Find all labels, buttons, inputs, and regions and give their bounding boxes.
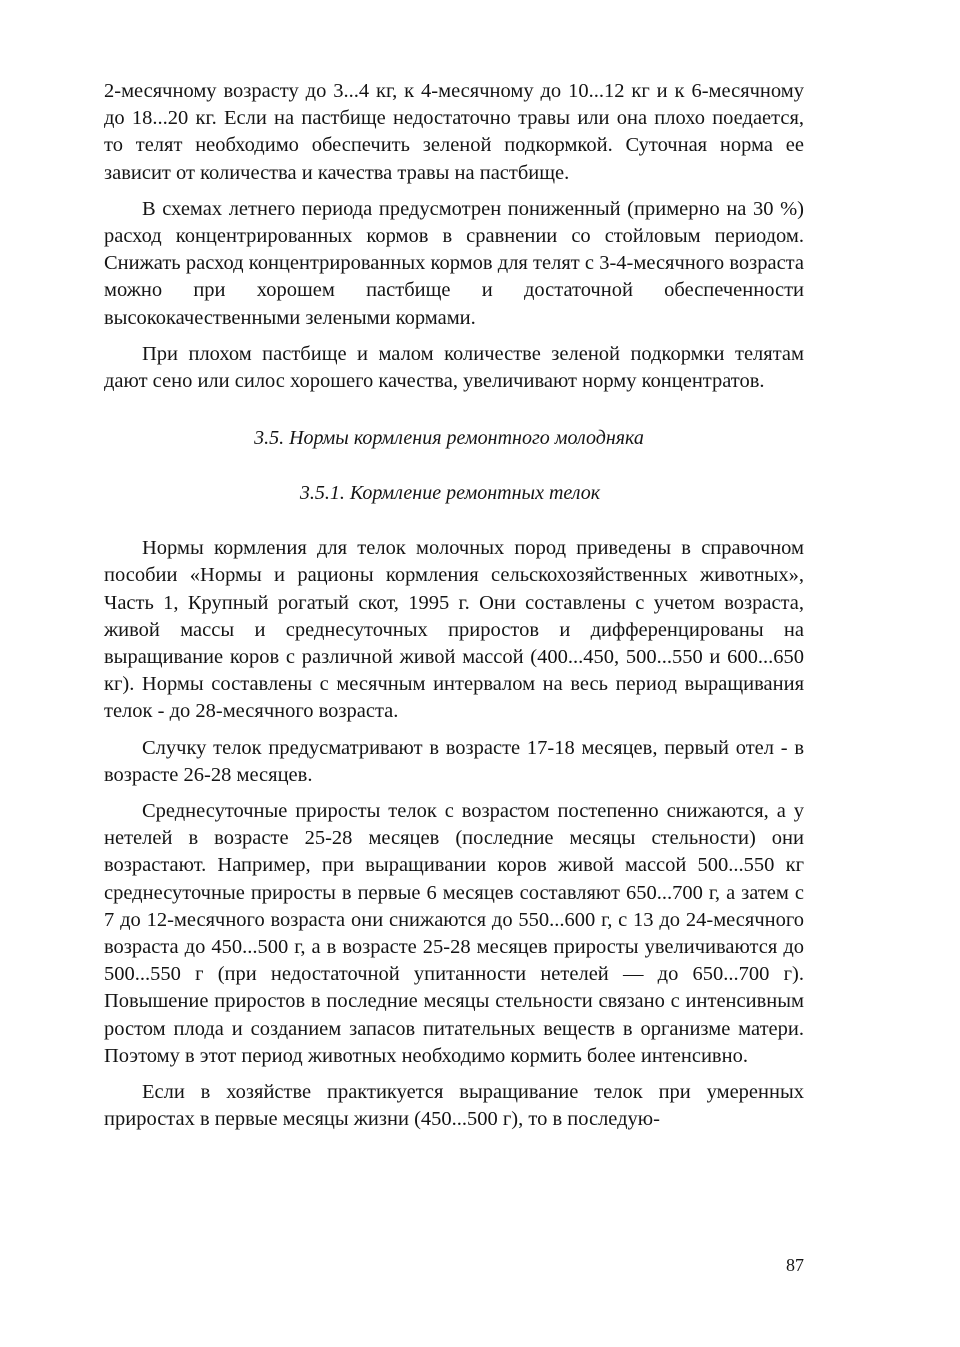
paragraph-mating: Случку телок предусматривают в возрасте 17-18 месяцев, первый отел - в возрасте 26-28 месяцев.: [104, 736, 804, 786]
subsection-heading: 3.5.1. Кормление ремонтных телок: [299, 482, 601, 505]
section-heading: 3.5. Нормы кормления ремонтного молодняка: [254, 427, 644, 450]
paragraph-norms: Нормы кормления для телок молочных пород приведены в справочном пособии «Нормы и рационы кормления сельскохозяйственных животных», Часть 1, Крупный рогатый скот, 1995 г. Они составлены с учетом возраста, живой массы и среднесуточных приростов и дифференцированы на выращивание коров с различной живой массой (400...450, 500...550 и 600...650 кг). Нормы составлены с месячным интервалом на весь период выращивания телок - до 28-месячного возраста.: [104, 537, 804, 723]
paragraph-continuation: 2-месячному возрасту до 3...4 кг, к 4-месячному до 10...12 кг и к 6-месячному до 18...20 кг. Если на пастбище недостаточно травы или она плохо поедается, то телят необходимо обеспечить зеленой подкормкой. Суточная норма ее зависит от количества и качества травы на пастбище.: [104, 80, 804, 184]
paragraph-poor-pasture: При плохом пастбище и малом количестве зеленой подкормки телятам дают сено или силос хорошего качества, увеличивают норму концентратов.: [104, 342, 804, 393]
page-number: 87: [786, 1255, 804, 1275]
paragraph-moderate-gains: Если в хозяйстве практикуется выращивание телок при умеренных приростах в первые месяцы жизни (450...500 г), то в последую-: [104, 1081, 804, 1131]
page-body: [104, 78, 804, 1134]
paragraph-daily-gains: Среднесуточные приросты телок с возрастом постепенно снижаются, а у нетелей в возрасте 25-28 месяцев (последние месяцы стельности) они возрастают. Например, при выращивании коров живой массой 500...550 кг среднесуточные приросты в первые 6 месяцев составляют 650...700 г, а затем с 7 до 12-месячного возраста они снижаются до 550...600 г, с 13 до 24-месячного возраста до 450...500 г, а в возрасте 25-28 месяцев приросты увеличиваются до 500...550 г (при недостаточной упитанности нетелей — до 650...700 г). Повышение приростов в последние месяцы стельности связано с интенсивным ростом плода и созданием запасов питательных веществ в организме матери. Поэтому в этот период животных необходимо кормить более интенсивно.: [104, 800, 804, 1067]
paragraph-summer-scheme: В схемах летнего периода предусмотрен пониженный (примерно на 30 %) расход концентрированных кормов в сравнении со стойловым периодом. Снижать расход концентрированных кормов для телят с 3-4-месячного возраста можно при хорошем пастбище и достаточной обеспеченности высококачественными зелеными кормами.: [104, 197, 804, 329]
